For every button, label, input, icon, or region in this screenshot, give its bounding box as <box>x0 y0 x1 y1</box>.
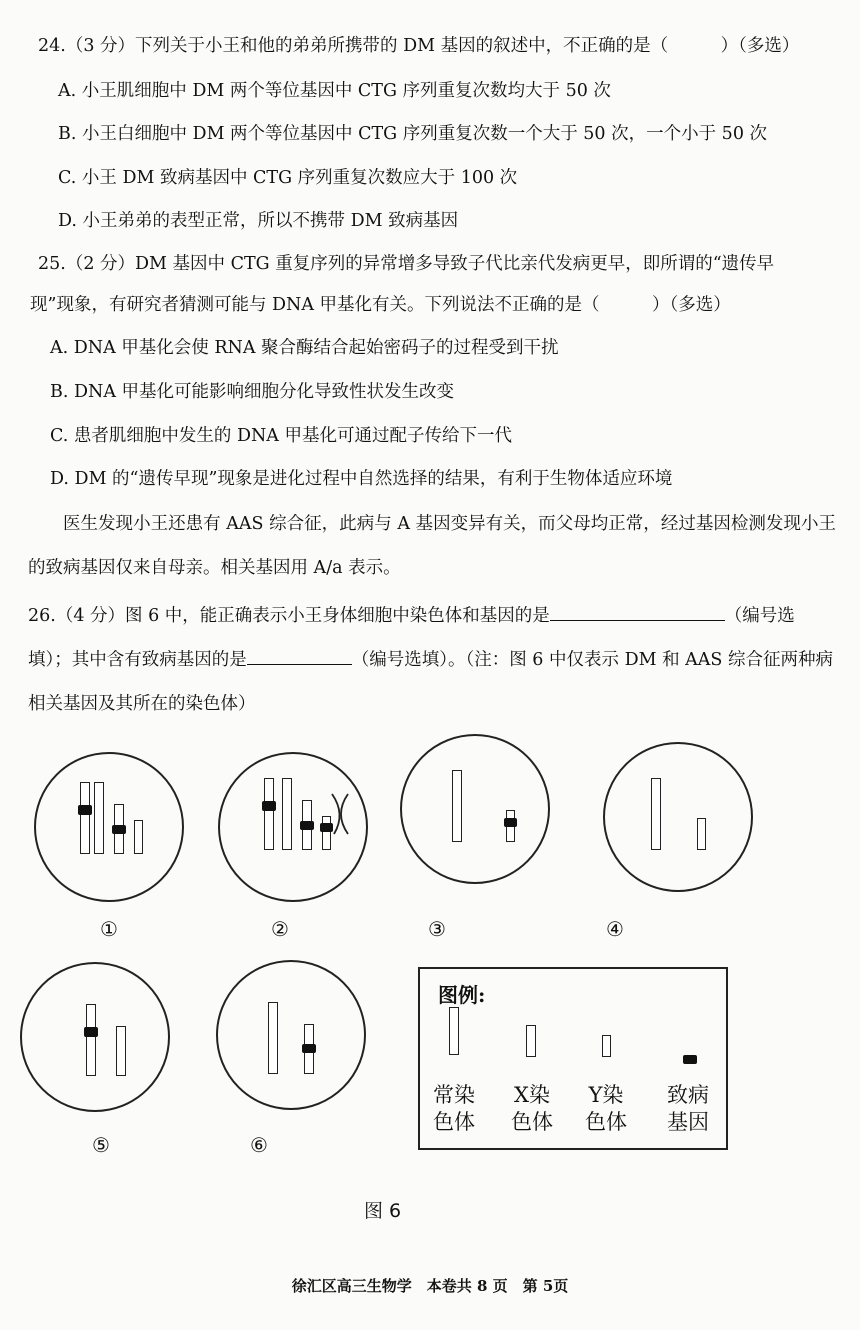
disease-gene <box>78 805 92 815</box>
q25-option-c: C. 患者肌细胞中发生的 DNA 甲基化可通过配子传给下一代 <box>50 426 512 446</box>
autosome <box>94 782 104 854</box>
autosome <box>80 782 90 854</box>
q25-option-b: B. DNA 甲基化可能影响细胞分化导致性状发生改变 <box>50 382 455 402</box>
q26-part3: （编号选填）。（注：图 6 中仅表示 DM 和 AAS 综合征两种病相关基因及其所在的染色体） <box>28 650 833 714</box>
q24-stem: 24.（3 分）下列关于小王和他的弟弟所携带的 DM 基因的叙述中，不正确的是（ ）（多选） <box>38 36 800 56</box>
page-footer: 徐汇区高三生物学 本卷共 8 页 第 5页 <box>291 1277 569 1295</box>
context-paragraph: 医生发现小王还患有 AAS 综合征，此病与 A 基因变异有关，而父母均正常，经过基因检测发现小王的致病基因仅来自母亲。相关基因用 A/a 表示。 <box>28 514 836 578</box>
legend-box <box>418 967 728 1150</box>
legend-autosome-swatch <box>449 1007 459 1055</box>
y-chromosome <box>697 818 706 850</box>
disease-gene <box>302 1044 316 1053</box>
cell-label-6: ⑥ <box>250 1133 268 1157</box>
q26-part1: 26.（4 分）图 6 中，能正确表示小王身体细胞中染色体和基因的是 <box>28 606 550 626</box>
autosome <box>86 1004 96 1076</box>
cell-label-3: ③ <box>428 917 446 941</box>
q26-answer-blank-2[interactable] <box>247 646 352 665</box>
q25-option-a: A. DNA 甲基化会使 RNA 聚合酶结合起始密码子的过程受到干扰 <box>50 338 559 358</box>
cell-4 <box>603 742 753 892</box>
x-chromosome <box>116 1026 126 1076</box>
q26-answer-blank-1[interactable] <box>550 602 725 621</box>
cell-1 <box>34 752 184 902</box>
legend-label-disease-gene: 致病 基因 <box>667 1083 709 1134</box>
autosome <box>651 778 661 850</box>
cell-2 <box>218 752 368 902</box>
legend-label-y-chromosome: Y染 色体 <box>585 1083 627 1134</box>
disease-gene <box>262 801 276 811</box>
autosome <box>264 778 274 850</box>
cell-label-1: ① <box>100 917 118 941</box>
q24-option-b: B. 小王白细胞中 DM 两个等位基因中 CTG 序列重复次数一个大于 50 次，一个小于 50 次 <box>58 124 768 144</box>
cell-label-2: ② <box>271 917 289 941</box>
cross-mark <box>328 792 352 836</box>
legend-label-x-chromosome: X染 色体 <box>511 1083 553 1134</box>
cell-label-4: ④ <box>606 917 624 941</box>
autosome <box>452 770 462 842</box>
cell-label-5: ⑤ <box>92 1133 110 1157</box>
legend-label-autosome: 常染 色体 <box>433 1083 475 1134</box>
disease-gene <box>112 825 126 834</box>
autosome <box>268 1002 278 1074</box>
disease-gene <box>84 1027 98 1037</box>
q25-option-d: D. DM 的“遗传早现”现象是进化过程中自然选择的结果，有利于生物体适应环境 <box>50 469 673 489</box>
q26-stem <box>28 594 836 726</box>
q26-part2: （编号选填）；其中含有致病基因的是 <box>28 606 795 670</box>
disease-gene <box>504 818 517 827</box>
legend-y-chromosome-swatch <box>602 1035 611 1057</box>
legend-title: 图例: <box>438 983 486 1007</box>
q25-stem-line1: 25.（2 分）DM 基因中 CTG 重复序列的异常增多导致子代比亲代发病更早，即所谓的“遗传早 <box>38 254 775 274</box>
cell-5 <box>20 962 170 1112</box>
cell-3 <box>400 734 550 884</box>
disease-gene <box>300 821 314 830</box>
q25-stem-line2: 现”现象，有研究者猜测可能与 DNA 甲基化有关。下列说法不正确的是（ ）（多选） <box>30 295 731 315</box>
legend-x-chromosome-swatch <box>526 1025 536 1057</box>
q24-option-a: A. 小王肌细胞中 DM 两个等位基因中 CTG 序列重复次数均大于 50 次 <box>58 81 611 101</box>
legend-disease-gene-swatch <box>683 1055 697 1064</box>
autosome <box>282 778 292 850</box>
q24-option-c: C. 小王 DM 致病基因中 CTG 序列重复次数应大于 100 次 <box>58 168 518 188</box>
figure-caption: 图 6 <box>364 1200 402 1222</box>
cell-6 <box>216 960 366 1110</box>
x-chromosome <box>134 820 143 854</box>
q24-option-d: D. 小王弟弟的表型正常，所以不携带 DM 致病基因 <box>58 211 459 231</box>
